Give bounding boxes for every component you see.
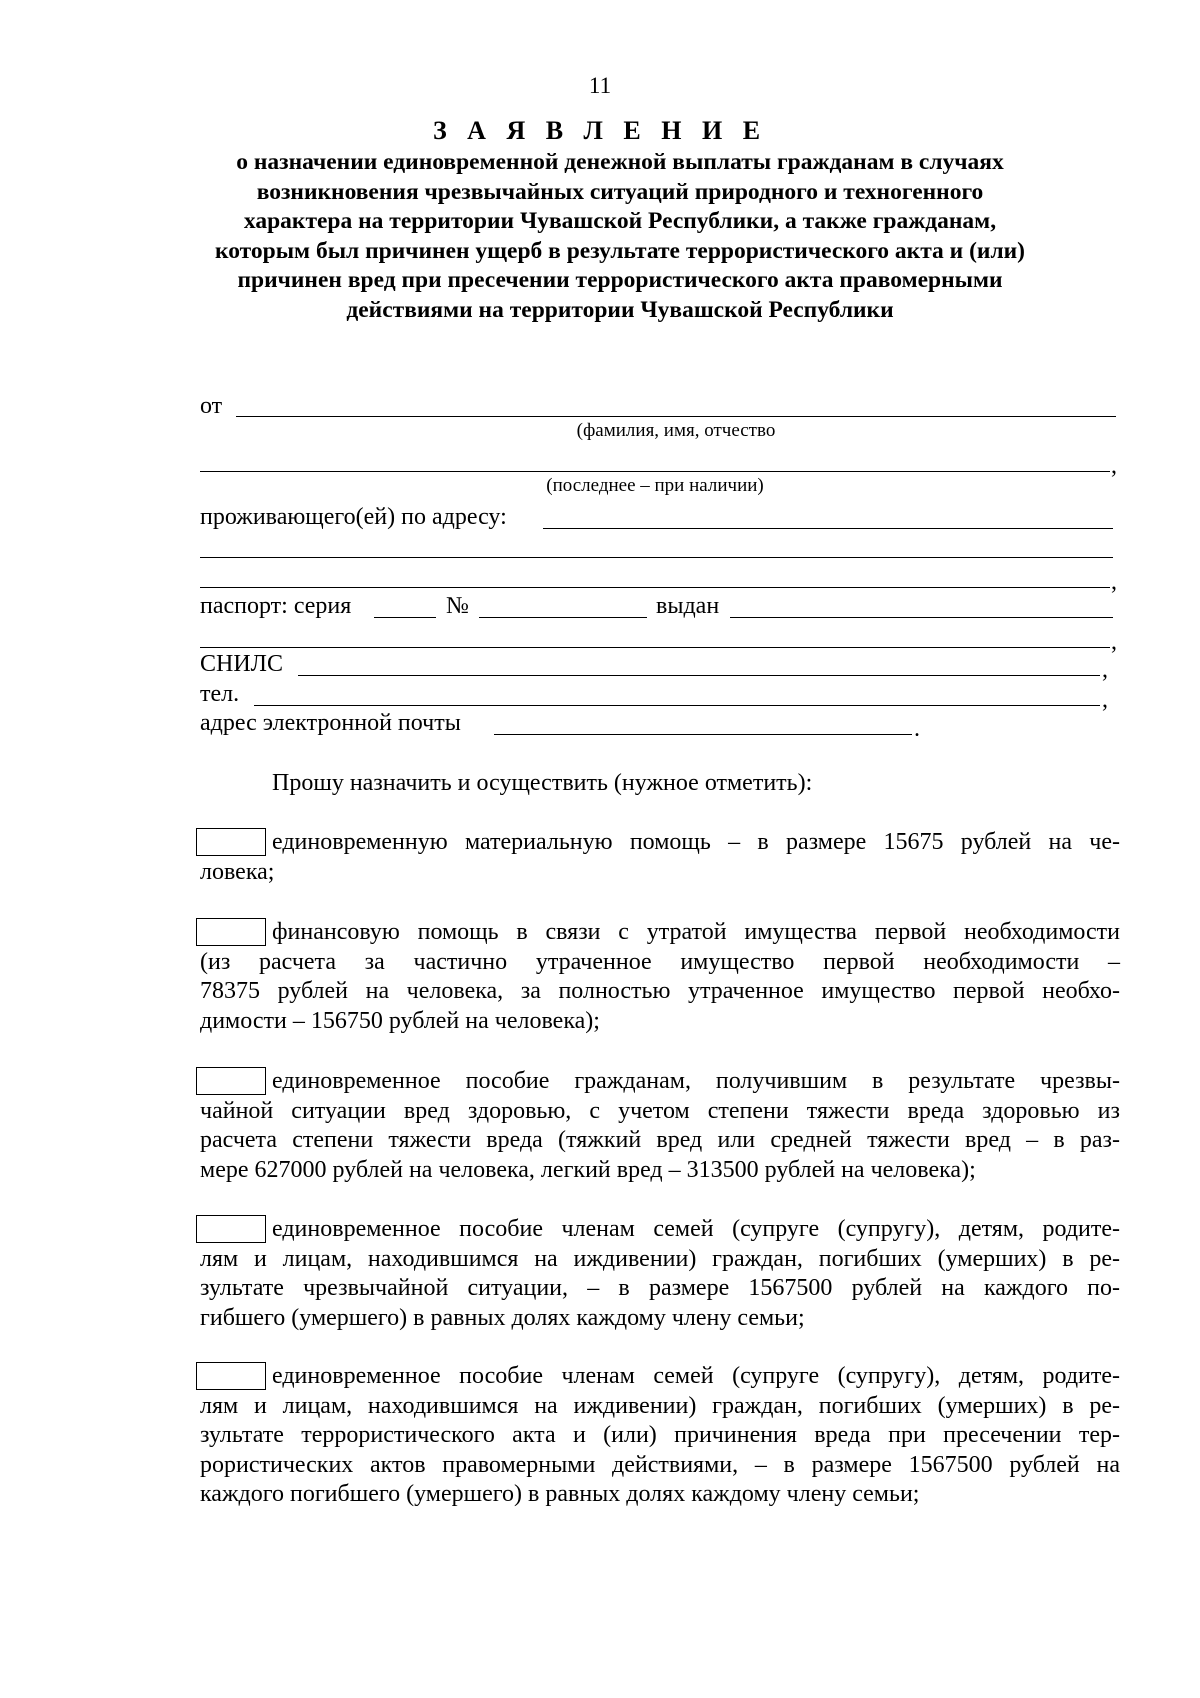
comma: ,	[1102, 687, 1108, 713]
subtitle-line: которым был причинен ущерб в результате террористического акта и (или)	[214, 237, 1026, 264]
fio-field[interactable]	[236, 416, 1116, 417]
address-field-line-3[interactable]	[200, 587, 1110, 588]
option-family-allowance-terror	[200, 1362, 1120, 1510]
option-text-line: чайной ситуации вред здоровью, с учетом степени тяжести вреда здоровью из	[200, 1097, 1120, 1124]
option-text-line: зультате чрезвычайной ситуации, – в размере 1567500 рублей на каждого по-	[200, 1275, 1120, 1301]
from-label: от	[200, 393, 223, 419]
option-text-line: рористических актов правомерными действиями, – в размере 1567500 рублей на	[200, 1451, 1120, 1478]
passport-issued-field-line-2[interactable]	[200, 647, 1110, 648]
option-checkbox[interactable]	[196, 1362, 266, 1390]
option-text-line: расчета степени тяжести вреда (тяжкий вред или средней тяжести вред – в раз-	[200, 1127, 1120, 1153]
option-financial-aid	[200, 918, 1120, 1036]
passport-issued-field[interactable]	[730, 617, 1113, 618]
option-text-line: гибшего (умершего) в равных долях каждому члену семьи;	[200, 1304, 805, 1331]
snils-label: СНИЛС	[200, 651, 283, 677]
option-text-line: мере 627000 рублей на человека, легкий вред – 313500 рублей на человека);	[200, 1156, 976, 1183]
option-text-line: единовременное пособие гражданам, получившим в результате чрезвы-	[272, 1068, 1120, 1094]
phone-field[interactable]	[254, 705, 1100, 706]
fio-hint-2: (последнее – при наличии)	[546, 475, 764, 496]
option-health-allowance	[200, 1067, 1120, 1185]
subtitle-line: характера на территории Чувашской Республики, а также гражданам,	[243, 208, 997, 234]
fio-hint: (фамилия, имя, отчество	[576, 420, 776, 441]
option-text-line: каждого погибшего (умершего) в равных долях каждому члену семьи;	[200, 1481, 920, 1507]
request-intro: Прошу назначить и осуществить (нужное отметить):	[272, 770, 813, 796]
passport-series-label: паспорт: серия	[200, 593, 352, 619]
period: .	[914, 716, 920, 742]
comma: ,	[1111, 453, 1117, 479]
comma: ,	[1111, 569, 1117, 595]
address-field-line-2[interactable]	[200, 557, 1113, 558]
option-text-line: единовременную материальную помощь – в размере 15675 рублей на че-	[272, 829, 1120, 855]
option-text-line: единовременное пособие членам семей (супруге (супругу), детям, родите-	[272, 1363, 1120, 1389]
phone-label: тел.	[200, 681, 240, 707]
option-checkbox[interactable]	[196, 1215, 266, 1243]
option-text-line: (из расчета за частично утраченное имущество первой необходимости –	[200, 948, 1120, 975]
subtitle-line: причинен вред при пресечении террористического акта правомерными	[237, 267, 1003, 293]
email-label: адрес электронной почты	[200, 710, 461, 736]
subtitle-line: о назначении единовременной денежной выплаты гражданам в случаях	[236, 149, 1004, 175]
option-text-line: ловека;	[200, 858, 275, 885]
option-text-line: димости – 156750 рублей на человека);	[200, 1007, 600, 1034]
snils-field[interactable]	[298, 675, 1100, 676]
option-text-line: зультате террористического акта и (или) причинения вреда при пресечении тер-	[200, 1422, 1120, 1448]
page-number: 11	[588, 73, 612, 98]
passport-number-label: №	[446, 593, 469, 619]
comma: ,	[1111, 629, 1117, 655]
passport-issued-label: выдан	[656, 593, 720, 619]
address-field[interactable]	[543, 528, 1113, 529]
document-subtitle	[190, 148, 1050, 325]
address-label: проживающего(ей) по адресу:	[200, 504, 507, 530]
option-text-line: лям и лицам, находившимся на иждивении) граждан, погибших (умерших) в ре-	[200, 1245, 1120, 1272]
option-checkbox[interactable]	[196, 1067, 266, 1095]
option-text-line: единовременное пособие членам семей (супруге (супругу), детям, родите-	[272, 1216, 1120, 1242]
passport-number-field[interactable]	[479, 617, 647, 618]
document-title: З А Я В Л Е Н И Е	[432, 116, 768, 145]
option-family-allowance-emergency	[200, 1215, 1120, 1333]
subtitle-line: возникновения чрезвычайных ситуаций природного и техногенного	[256, 178, 984, 205]
subtitle-line: действиями на территории Чувашской Республики	[346, 296, 894, 323]
option-text-line: финансовую помощь в связи с утратой имущества первой необходимости	[272, 919, 1120, 945]
passport-series-field[interactable]	[374, 617, 436, 618]
comma: ,	[1102, 657, 1108, 683]
email-field[interactable]	[494, 734, 912, 735]
option-text-line: лям и лицам, находившимся на иждивении) граждан, погибших (умерших) в ре-	[200, 1392, 1120, 1419]
option-material-aid	[200, 828, 1120, 887]
option-text-line: 78375 рублей на человека, за полностью утраченное имущество первой необхо-	[200, 978, 1120, 1004]
option-checkbox[interactable]	[196, 918, 266, 946]
option-checkbox[interactable]	[196, 828, 266, 856]
fio-field-continued[interactable]	[200, 471, 1110, 472]
